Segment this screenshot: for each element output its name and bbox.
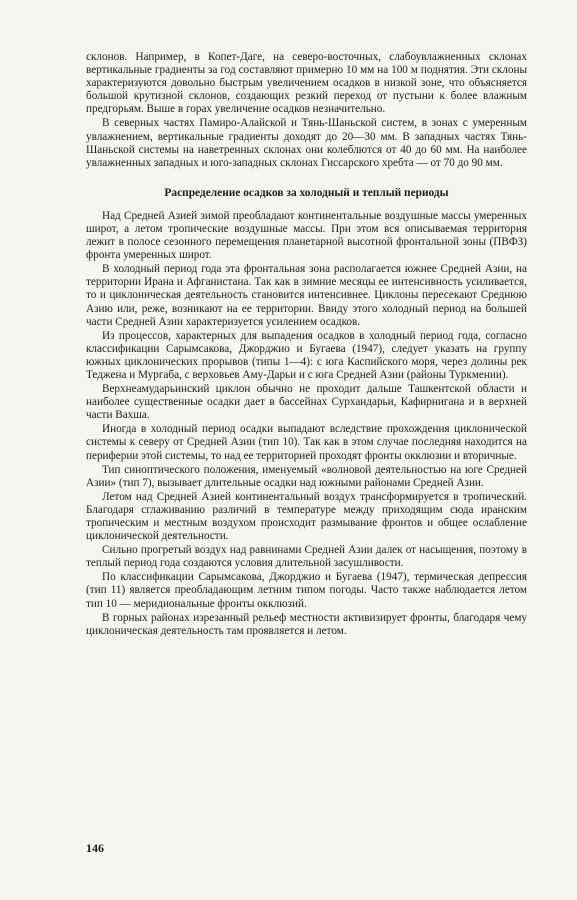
paragraph-4: Верхнеамударьинский циклон обычно не проходит дальше Ташкентской области и наиболее существенные осадки дает в бассейнах Сурхандарьи, Кафирнигана и в верхней части Вахша.: [86, 383, 527, 422]
paragraph-top-1: склонов. Например, в Копет-Даге, на северо-восточных, слабоувлажненных склонах вертикальные градиенты за год составляют примерно 10 мм на 100 м поднятия. Эти склоны характеризуются довольно быстрым увеличением осадков в низкой зоне, что объясняется большой крутизной склонов, создающих резкий переход от пустыни к более влажным предгорьям. Выше в горах увеличение осадков незначительно.: [86, 51, 527, 116]
paragraph-5: Иногда в холодный период осадки выпадают вследствие прохождения циклонической системы к северу от Средней Азии (тип 10). Так как в этом случае последняя находится на периферии этой системы, то над ее территорией проходят фронты окклюзии и вторичные.: [86, 423, 527, 462]
paragraph-3: Из процессов, характерных для выпадения осадков в холодный период года, согласно классификации Сарымсакова, Джорджио и Бугаева (1947), следует указать на группу южных циклонических прорывов (типы 1—4): с юга Каспийского моря, через долины рек Теджена и Мургаба, с верховьев Аму-Дарьи и с юга Средней Азии (районы Туркмении).: [86, 329, 527, 381]
paragraph-top-2: В северных частях Памиро-Алайской и Тянь-Шаньской систем, в зонах с умеренным увлажнением, вертикальные градиенты доходят до 20—30 мм. В западных частях Тянь-Шаньской системы на наветренных склонах они колеблются от 40 до 60 мм. На наиболее увлажненных западных и юго-западных склонах Гиссарского хребта — от 70 до 90 мм.: [86, 117, 527, 169]
page-body: [86, 51, 527, 639]
page-number: 146: [86, 841, 104, 855]
paragraph-10: В горных районах изрезанный рельеф местности активизирует фронты, благодаря чему циклоническая деятельность там проявляется и летом.: [86, 611, 527, 637]
paragraph-8: Сильно прогретый воздух над равнинами Средней Азии далек от насыщения, поэтому в теплый период года создаются условия длительной засушливости.: [86, 544, 527, 570]
paragraph-1: Над Средней Азией зимой преобладают континентальные воздушные массы умеренных широт, а летом тропические воздушные массы. При этом вся описываемая территория лежит в полосе сезонного перемещения планетарной высотной фронтальной зоны (ПВФЗ) фронта умеренных широт.: [86, 209, 527, 262]
paragraph-7: Летом над Средней Азией континентальный воздух трансформируется в тропический. Благодаря сглаживанию различий в температуре между приходящим сюда иранским тропическим и местным воздухом происходит размывание фронтов и общее ослабление циклонической деятельности.: [86, 490, 527, 543]
section-title: Распределение осадков за холодный и теплый периоды: [164, 186, 449, 199]
paragraph-9: По классификации Сарымсакова, Джорджио и Бугаева (1947), термическая депрессия (тип 11) является преобладающим летним типом погоды. Часто также наблюдается летом тип 10 — меридиональные фронты окклюзий.: [86, 571, 527, 610]
paragraph-2: В холодный период года эта фронтальная зона располагается южнее Средней Азии, на территории Ирана и Афганистана. Так как в зимние месяцы ее интенсивность усиливается, то и циклоническая деятельность становится интенсивнее. Циклоны пересекают Среднюю Азию или, реже, возникают на ее территории. Ввиду этого холодный период на большей части Средней Азии характеризуется усилением осадков.: [86, 263, 527, 328]
paragraph-6: Тип синоптического положения, именуемый «волновой деятельностью на юге Средней Азии» (тип 7), вызывает длительные осадки над южными районами Средней Азии.: [86, 463, 527, 489]
